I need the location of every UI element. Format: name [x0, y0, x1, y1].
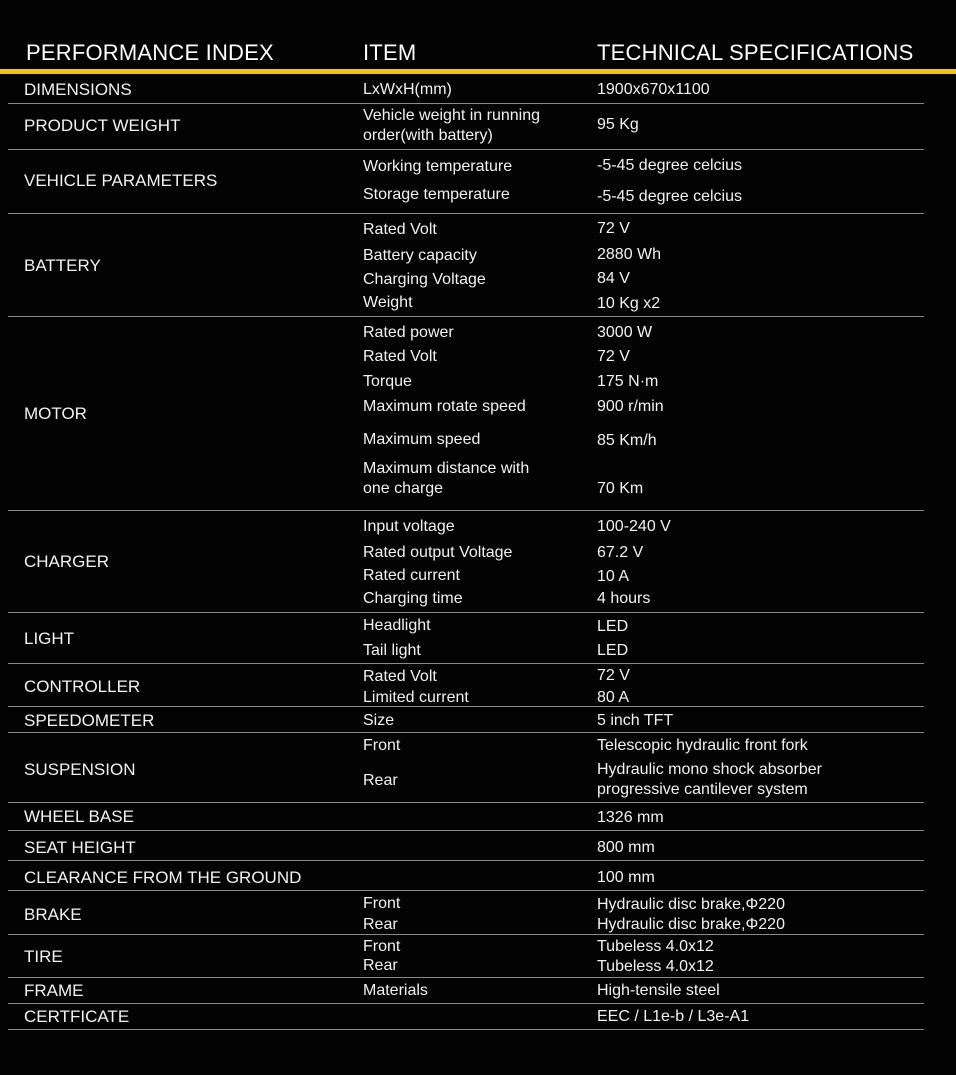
specification-cell: 800 mm: [597, 839, 655, 856]
header-performance-index: PERFORMANCE INDEX: [26, 40, 274, 65]
specification-cell: 72 V: [597, 220, 630, 237]
row-divider: [8, 1029, 924, 1030]
specification-cell: Hydraulic disc brake,Φ220: [597, 896, 785, 913]
specification-cell: 72 V: [597, 667, 630, 684]
item-cell: Front: [363, 938, 401, 955]
table-row: [0, 511, 956, 613]
item-cell: Limited current: [363, 689, 469, 706]
spec-table-header: [0, 0, 956, 72]
table-row: [0, 613, 956, 664]
header-item: ITEM: [363, 40, 417, 65]
performance-index-cell: SEAT HEIGHT: [24, 838, 136, 857]
specification-cell: 84 V: [597, 270, 630, 287]
item-cell: Rated power: [363, 324, 454, 341]
table-row: [0, 317, 956, 511]
item-cell: Charging time: [363, 590, 463, 607]
table-row: [0, 104, 956, 150]
specification-cell: 100 mm: [597, 869, 655, 886]
item-cell: Vehicle weight in running: [363, 107, 541, 124]
performance-index-cell: CONTROLLER: [24, 677, 141, 696]
specification-cell: 5 inch TFT: [597, 712, 674, 729]
performance-index-cell: TIRE: [24, 947, 63, 966]
table-row: [0, 733, 956, 803]
item-cell: one charge: [363, 480, 444, 497]
header-technical-specifications: TECHNICAL SPECIFICATIONS: [597, 40, 914, 65]
specification-cell: 2880 Wh: [597, 246, 662, 263]
table-row: [0, 664, 956, 707]
performance-index-cell: CHARGER: [24, 552, 110, 571]
performance-index-cell: MOTOR: [24, 404, 87, 423]
item-cell: Rated Volt: [363, 221, 437, 238]
performance-index-cell: PRODUCT WEIGHT: [24, 116, 181, 135]
performance-index-cell: LIGHT: [24, 629, 75, 648]
specification-cell: 72 V: [597, 348, 630, 365]
performance-index-cell: BRAKE: [24, 905, 82, 924]
item-cell: LxWxH(mm): [363, 81, 452, 98]
item-cell: Maximum rotate speed: [363, 398, 526, 415]
item-cell: Rear: [363, 772, 398, 789]
item-cell: Headlight: [363, 617, 431, 634]
table-row: [0, 150, 956, 214]
specification-cell: 100-240 V: [597, 518, 671, 535]
item-cell: Front: [363, 737, 401, 754]
specification-cell: 900 r/min: [597, 398, 664, 415]
specification-cell: 1900x670x1100: [597, 81, 710, 98]
table-row: [0, 1004, 956, 1030]
specification-cell: Hydraulic mono shock absorber: [597, 761, 822, 778]
item-cell: Storage temperature: [363, 186, 510, 203]
specification-cell: 175 N·m: [597, 373, 659, 390]
item-cell: Materials: [363, 982, 428, 999]
item-cell: Rated Volt: [363, 668, 437, 685]
performance-index-cell: SUSPENSION: [24, 760, 136, 779]
performance-index-cell: VEHICLE PARAMETERS: [24, 171, 218, 190]
performance-index-cell: WHEEL BASE: [24, 807, 134, 826]
item-cell: Rear: [363, 916, 398, 933]
item-cell: Working temperature: [363, 158, 513, 175]
specification-cell: -5-45 degree celcius: [597, 157, 742, 174]
table-row: [0, 76, 956, 104]
item-cell: Input voltage: [363, 518, 455, 535]
performance-index-cell: DIMENSIONS: [24, 80, 132, 99]
performance-index-cell: CERTFICATE: [24, 1007, 130, 1026]
table-row: [0, 707, 956, 733]
specification-cell: Tubeless 4.0x12: [597, 938, 714, 955]
specification-cell: 10 A: [597, 568, 630, 585]
specification-cell: LED: [597, 642, 629, 659]
item-cell: Rear: [363, 957, 398, 974]
item-cell: Rated Volt: [363, 348, 437, 365]
item-cell: Weight: [363, 294, 413, 311]
item-cell: Tail light: [363, 642, 421, 659]
table-row: [0, 831, 956, 861]
specification-cell: progressive cantilever system: [597, 781, 808, 798]
item-cell: Maximum speed: [363, 431, 481, 448]
table-row: [0, 891, 956, 935]
item-cell: Torque: [363, 373, 412, 390]
table-row: [0, 978, 956, 1004]
header-accent-bar: [0, 69, 956, 74]
specification-cell: -5-45 degree celcius: [597, 188, 742, 205]
specification-cell: 3000 W: [597, 324, 653, 341]
specification-cell: 67.2 V: [597, 544, 644, 561]
specification-cell: 80 A: [597, 689, 630, 706]
table-row: [0, 861, 956, 891]
specification-cell: LED: [597, 618, 629, 635]
specification-cell: EEC / L1e-b / L3e-A1: [597, 1008, 750, 1025]
specification-cell: 85 Km/h: [597, 432, 657, 449]
specification-cell: Hydraulic disc brake,Φ220: [597, 916, 785, 933]
performance-index-cell: CLEARANCE FROM THE GROUND: [24, 868, 302, 887]
specification-cell: High-tensile steel: [597, 982, 720, 999]
item-cell: Maximum distance with: [363, 460, 530, 477]
specification-cell: 70 Km: [597, 480, 644, 497]
item-cell: Rated current: [363, 567, 460, 584]
item-cell: Size: [363, 712, 395, 729]
specification-cell: 10 Kg x2: [597, 295, 661, 312]
item-cell: Battery capacity: [363, 247, 477, 264]
specification-cell: Telescopic hydraulic front fork: [597, 737, 808, 754]
performance-index-cell: BATTERY: [24, 256, 101, 275]
item-cell: Front: [363, 895, 401, 912]
table-row: [0, 935, 956, 978]
item-cell: Charging Voltage: [363, 271, 486, 288]
table-row: [0, 214, 956, 317]
performance-index-cell: SPEEDOMETER: [24, 711, 155, 730]
specification-cell: 1326 mm: [597, 809, 664, 826]
item-cell: Rated output Voltage: [363, 544, 513, 561]
performance-index-cell: FRAME: [24, 981, 84, 1000]
item-cell: order(with battery): [363, 127, 493, 144]
table-row: [0, 803, 956, 831]
specification-cell: 95 Kg: [597, 116, 639, 133]
specification-cell: 4 hours: [597, 590, 651, 607]
specification-cell: Tubeless 4.0x12: [597, 958, 714, 975]
